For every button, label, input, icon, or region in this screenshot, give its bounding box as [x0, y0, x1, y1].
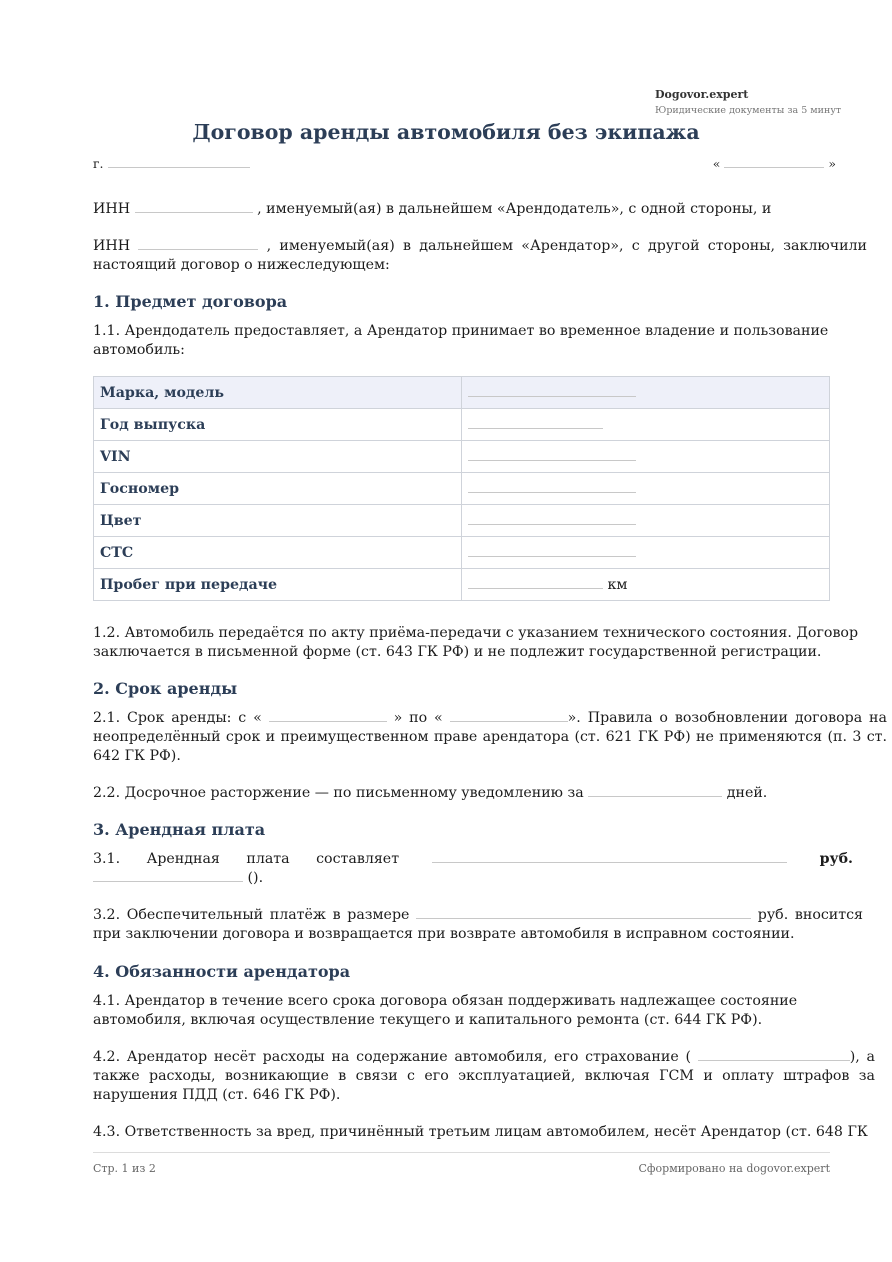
- date-field[interactable]: [724, 155, 824, 168]
- city-prefix: г.: [93, 156, 104, 171]
- clause-text: ». Правила о возобновлении договора на неопределённый срок и преимущественном праве арендатора (ст. 621 ГК РФ) не применяются (п. 3 ст. 642 ГК РФ).: [93, 710, 887, 764]
- car-color-field[interactable]: [468, 512, 636, 525]
- tenant-inn-field[interactable]: [138, 237, 258, 250]
- row-value: [462, 409, 830, 441]
- brand-block: [655, 88, 841, 116]
- mileage-unit: км: [607, 577, 628, 593]
- table-row: [94, 409, 830, 441]
- clause-4-3: 4.3. Ответственность за вред, причинённый третьим лицам автомобилем, несёт Арендатор (ст. 648 ГК: [93, 1124, 868, 1140]
- clause-2-2: [93, 784, 867, 803]
- row-label: Цвет: [94, 505, 462, 537]
- landlord-inn-field[interactable]: [135, 200, 253, 213]
- table-row: [94, 377, 830, 409]
- section-2-heading: 2. Срок аренды: [93, 679, 238, 698]
- clause-text: 2.2. Досрочное расторжение — по письменному уведомлению за: [93, 785, 584, 801]
- landlord-text: , именуемый(ая) в дальнейшем «Арендодатель», с одной стороны, и: [257, 201, 772, 217]
- page-number: Стр. 1 из 2: [93, 1162, 156, 1175]
- clause-2-1: [93, 709, 887, 766]
- car-year-field[interactable]: [468, 416, 603, 429]
- row-label: Госномер: [94, 473, 462, 505]
- inn-label: ИНН: [93, 238, 131, 254]
- inn-label: ИНН: [93, 201, 131, 217]
- row-value: [462, 377, 830, 409]
- party-tenant: [93, 237, 867, 275]
- table-row: [94, 569, 830, 601]
- clause-3-2: [93, 906, 863, 944]
- document-title: Договор аренды автомобиля без экипажа: [192, 120, 700, 144]
- row-label: Пробег при передаче: [94, 569, 462, 601]
- clause-text: 4.2. Арендатор несёт расходы на содержание автомобиля, его страхование (: [93, 1049, 692, 1065]
- clause-text: ().: [247, 870, 264, 886]
- section-1-heading: 1. Предмет договора: [93, 292, 288, 311]
- clause-4-2: [93, 1048, 875, 1105]
- car-mileage-field[interactable]: [468, 576, 603, 589]
- table-row: [94, 505, 830, 537]
- row-label: СТС: [94, 537, 462, 569]
- deposit-amount-field[interactable]: [416, 906, 751, 919]
- car-vin-field[interactable]: [468, 448, 636, 461]
- clause-text: 2.1. Срок аренды: с «: [93, 710, 262, 726]
- rent-end-field[interactable]: [450, 709, 568, 722]
- generated-note: Сформировано на dogovor.expert: [638, 1162, 830, 1175]
- row-label: VIN: [94, 441, 462, 473]
- date-group: [713, 155, 836, 171]
- row-label: Марка, модель: [94, 377, 462, 409]
- rent-start-field[interactable]: [269, 709, 387, 722]
- row-value: [462, 569, 830, 601]
- date-close-quote: »: [828, 156, 836, 171]
- clause-text: дней.: [726, 785, 768, 801]
- section-4-heading: 4. Обязанности арендатора: [93, 962, 351, 981]
- city-date-row: [93, 155, 836, 171]
- table-row: [94, 441, 830, 473]
- clause-3-1: [93, 850, 853, 888]
- clause-text: руб. вносится при заключении договора и возвращается при возврате автомобиля в исправном состоянии.: [93, 907, 864, 942]
- clause-4-1: 4.1. Арендатор в течение всего срока договора обязан поддерживать надлежащее состояние автомобиля, включая осуществление текущего и капитального ремонта (ст. 644 ГК РФ).: [93, 993, 798, 1028]
- row-value: [462, 505, 830, 537]
- car-sts-field[interactable]: [468, 544, 636, 557]
- table-row: [94, 537, 830, 569]
- clause-text: » по «: [393, 710, 443, 726]
- brand-tagline: Юридические документы за 5 минут: [655, 105, 842, 116]
- currency-label: руб.: [819, 851, 853, 867]
- date-open-quote: «: [712, 156, 721, 171]
- section-3-heading: 3. Арендная плата: [93, 820, 266, 839]
- brand-name: Dogovor.expert: [655, 88, 749, 101]
- row-label: Год выпуска: [94, 409, 462, 441]
- rent-amount-field[interactable]: [432, 850, 787, 863]
- clause-text: 3.1. Арендная плата составляет: [93, 851, 400, 867]
- clause-text: ), а также расходы, возникающие в связи с его эксплуатацией, включая ГСМ и оплату штрафов за нарушения ПДД (ст. 646 ГК РФ).: [93, 1049, 876, 1103]
- row-value: [462, 441, 830, 473]
- notice-days-field[interactable]: [588, 784, 722, 797]
- car-model-field[interactable]: [468, 384, 636, 397]
- tenant-text: , именуемый(ая) в дальнейшем «Арендатор», с другой стороны, заключили настоящий договор о нижеследующем:: [93, 238, 867, 273]
- insurance-field[interactable]: [698, 1048, 850, 1061]
- city-field[interactable]: [108, 155, 250, 168]
- car-details-table: [93, 376, 830, 601]
- row-value: [462, 473, 830, 505]
- clause-1-2: 1.2. Автомобиль передаётся по акту приёма-передачи с указанием технического состояния. Договор заключается в письменной форме (ст. 643 ГК РФ) и не подлежит государственной регистрации.: [93, 625, 859, 660]
- clause-1-1: 1.1. Арендодатель предоставляет, а Арендатор принимает во временное владение и пользование автомобиль:: [93, 323, 829, 358]
- footer-divider: [93, 1152, 830, 1153]
- table-row: [94, 473, 830, 505]
- party-landlord: [93, 200, 867, 219]
- car-plate-field[interactable]: [468, 480, 636, 493]
- row-value: [462, 537, 830, 569]
- rent-amount-words-field[interactable]: [93, 869, 243, 882]
- clause-text: 3.2. Обеспечительный платёж в размере: [93, 907, 410, 923]
